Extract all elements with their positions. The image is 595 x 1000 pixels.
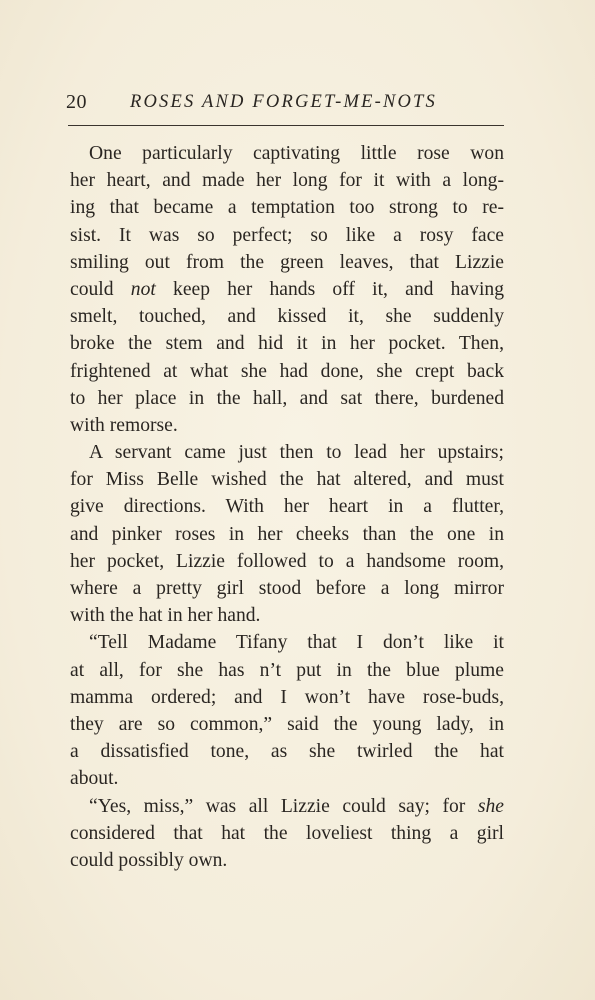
paragraph (70, 793, 504, 875)
paragraph (70, 140, 504, 439)
running-head (66, 88, 506, 116)
text-line: frightened at what she had done, she crept back (70, 360, 504, 382)
text-line: they are so common,” said the young lady, in (70, 713, 504, 735)
text-segment: keep her hands off it, and having (155, 278, 504, 300)
paragraph (70, 439, 504, 629)
text-line: give directions. With her heart in a flutter, (70, 496, 504, 518)
text-line: A servant came just then to lead her upstairs; (89, 442, 504, 464)
text-line: to her place in the hall, and sat there, burdened (70, 387, 504, 409)
body-text (70, 140, 504, 874)
text-line: for Miss Belle wished the hat altered, and must (70, 469, 504, 491)
text-line: sist. It was so perfect; so like a rosy face (70, 224, 504, 246)
text-line (70, 793, 504, 820)
text-line (70, 276, 504, 303)
text-line: her pocket, Lizzie followed to a handsome room, (70, 550, 504, 572)
text-line: a dissatisfied tone, as she twirled the hat (70, 741, 504, 763)
paragraph (70, 629, 504, 792)
page-number: 20 (66, 91, 87, 113)
italic-emphasis: not (130, 278, 156, 300)
text-line: her heart, and made her long for it with a long- (70, 170, 504, 192)
text-line: at all, for she has n’t put in the blue plume (70, 659, 504, 681)
header-rule (68, 125, 504, 126)
text-line: could possibly own. (70, 849, 228, 871)
text-line: with the hat in her hand. (70, 605, 261, 627)
italic-emphasis: she (477, 795, 504, 817)
text-segment: could (70, 278, 131, 300)
text-line: considered that hat the loveliest thing a girl (70, 822, 504, 844)
text-line: “Tell Madame Tifany that I don’t like it (89, 632, 504, 654)
text-line: broke the stem and hid it in her pocket. Then, (70, 333, 504, 355)
text-segment: “Yes, miss,” was all Lizzie could say; for (89, 795, 478, 817)
text-line: about. (70, 768, 119, 790)
text-line: where a pretty girl stood before a long mirror (70, 578, 504, 599)
text-line: One particularly captivating little rose won (89, 143, 504, 164)
text-line: with remorse. (70, 414, 178, 436)
text-line: mamma ordered; and I won’t have rose-buds, (70, 686, 504, 708)
text-line: smiling out from the green leaves, that Lizzie (70, 251, 504, 273)
running-title: ROSES AND FORGET-ME-NOTS (130, 92, 437, 112)
text-line: smelt, touched, and kissed it, she suddenly (70, 306, 504, 328)
text-line: and pinker roses in her cheeks than the one in (70, 523, 504, 545)
text-line: ing that became a temptation too strong to re- (70, 197, 504, 219)
